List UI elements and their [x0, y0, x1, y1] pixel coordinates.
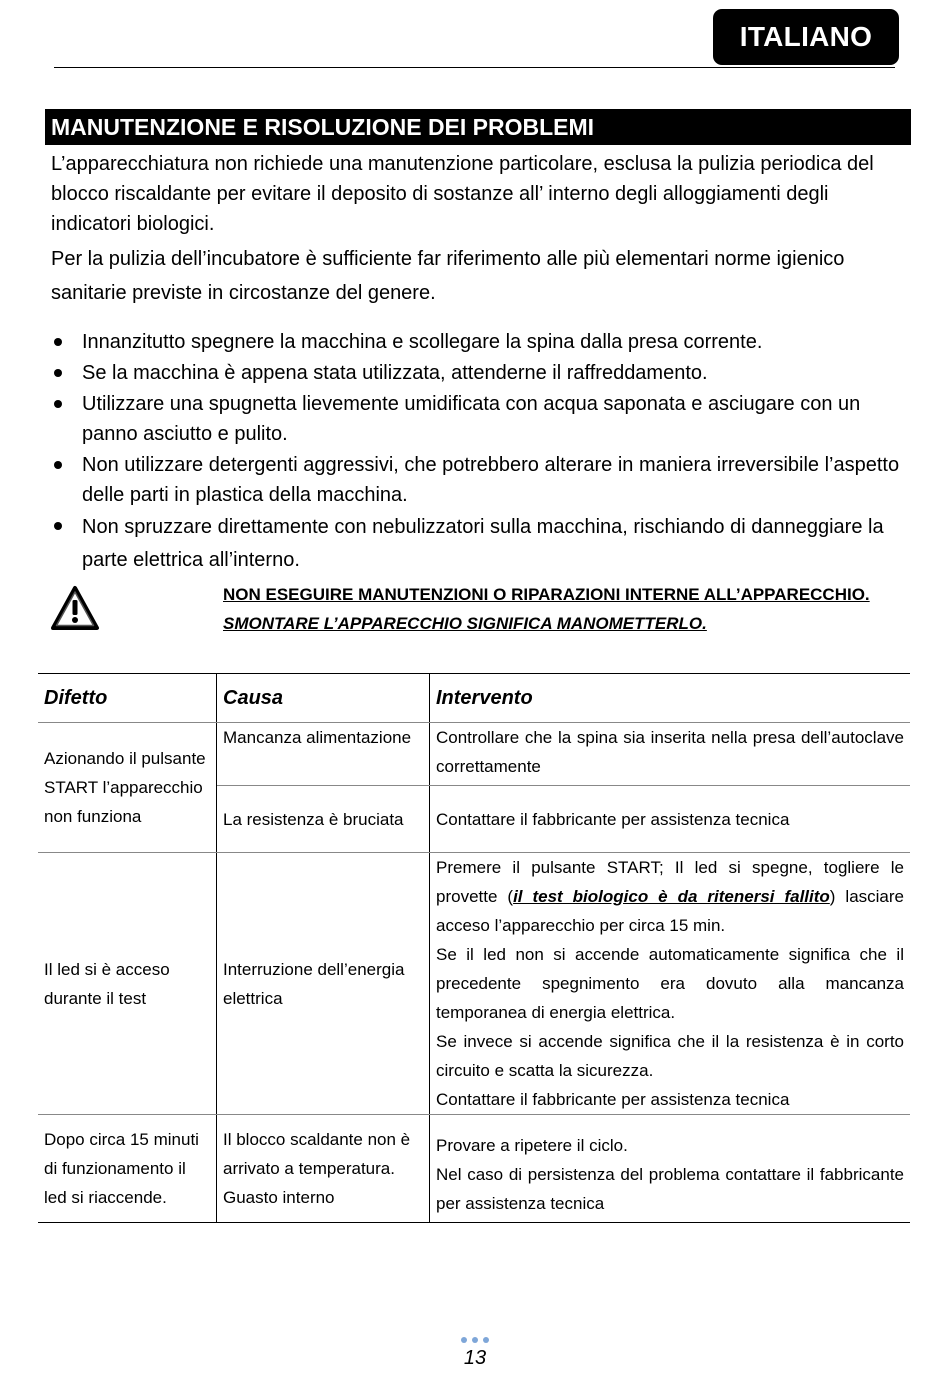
action-cell: Controllare che la spina sia inserita nella presa dell’autoclave correttamente: [430, 723, 911, 786]
action-cell: Contattare il fabbricante per assistenza tecnica: [430, 786, 911, 853]
test-failed-note: il test biologico è da ritenersi fallito: [513, 887, 830, 906]
action-cell: Provare a ripetere il ciclo. Nel caso di persistenza del problema contattare il fabbricante per assistenza tecnica: [430, 1115, 911, 1223]
warning-message: [223, 580, 903, 638]
troubleshooting-table: [38, 673, 910, 1223]
bullet-icon: [54, 338, 62, 346]
intro-paragraph-2: Per la pulizia dell’incubatore è sufficiente far riferimento alle più elementari norme igienico sanitarie previste in circostanze del genere.: [51, 248, 845, 304]
table-row: [38, 1115, 910, 1223]
list-item: Innanzitutto spegnere la macchina e scollegare la spina dalla presa corrente.: [51, 327, 921, 357]
bullet-icon: [54, 369, 62, 377]
table-header-row: [38, 674, 910, 723]
warning-line-2: SMONTARE L’APPARECCHIO SIGNIFICA MANOMETTERLO.: [223, 614, 707, 633]
column-header-action: Intervento: [430, 674, 911, 723]
column-header-cause: Causa: [217, 674, 430, 723]
cleaning-instructions-list: [51, 327, 921, 578]
bullet-icon: [54, 461, 62, 469]
action-cell: Premere il pulsante START; Il led si spegne, togliere le provette (il test biologico è da ritenersi fallito) lasciare acceso l’apparecchio per circa 15 min. Se il led non si accende automaticamente significa che il precedente spegnimento era dovuto alla mancanza temporanea di energia elettrica. Se invece si accende significa che il la resistenza è in corto circuito e scatta la sicurezza. Contattare il fabbricante per assistenza tecnica: [430, 853, 911, 1115]
section-title: MANUTENZIONE E RISOLUZIONE DEI PROBLEMI: [45, 109, 911, 145]
bullet-icon: [54, 400, 62, 408]
cause-cell: Interruzione dell’energia elettrica: [217, 853, 430, 1115]
language-badge: ITALIANO: [713, 9, 899, 65]
table-row: [38, 723, 910, 786]
cause-cell: La resistenza è bruciata: [217, 786, 430, 853]
defect-cell: Dopo circa 15 minuti di funzionamento il led si riaccende.: [38, 1115, 217, 1223]
column-header-defect: Difetto: [38, 674, 217, 723]
page-number: 13: [463, 1347, 487, 1369]
intro-text: [51, 149, 901, 310]
table-row: [38, 853, 910, 1115]
decorative-dots-icon: [0, 1337, 950, 1347]
list-item: Non utilizzare detergenti aggressivi, che potrebbero alterare in maniera irreversibile l’aspetto delle parti in plastica della macchina.: [51, 450, 921, 510]
cause-cell: Il blocco scaldante non è arrivato a temperatura. Guasto interno: [217, 1115, 430, 1223]
list-item: Utilizzare una spugnetta lievemente umidificata con acqua saponata e asciugare con un panno asciutto e pulito.: [51, 389, 921, 449]
warning-line-1: NON ESEGUIRE MANUTENZIONI O RIPARAZIONI INTERNE ALL’APPARECCHIO.: [223, 585, 870, 604]
bullet-icon: [54, 522, 62, 530]
intro-paragraph-1: L’apparecchiatura non richiede una manutenzione particolare, esclusa la pulizia periodica del blocco riscaldante per evitare il deposito di sostanze all’ interno degli alloggiamenti degli indicatori biologici.: [51, 153, 874, 235]
header-divider: [54, 67, 895, 68]
cause-cell: Mancanza alimentazione: [217, 723, 430, 786]
defect-cell: Il led si è acceso durante il test: [38, 853, 217, 1115]
list-item: Se la macchina è appena stata utilizzata, attenderne il raffreddamento.: [51, 358, 921, 388]
list-item: Non spruzzare direttamente con nebulizzatori sulla macchina, rischiando di danneggiare la parte elettrica all’interno.: [51, 511, 921, 577]
page-footer: [0, 1337, 950, 1370]
defect-cell: Azionando il pulsante START l’apparecchio non funziona: [38, 723, 217, 853]
warning-triangle-icon: [50, 585, 100, 631]
